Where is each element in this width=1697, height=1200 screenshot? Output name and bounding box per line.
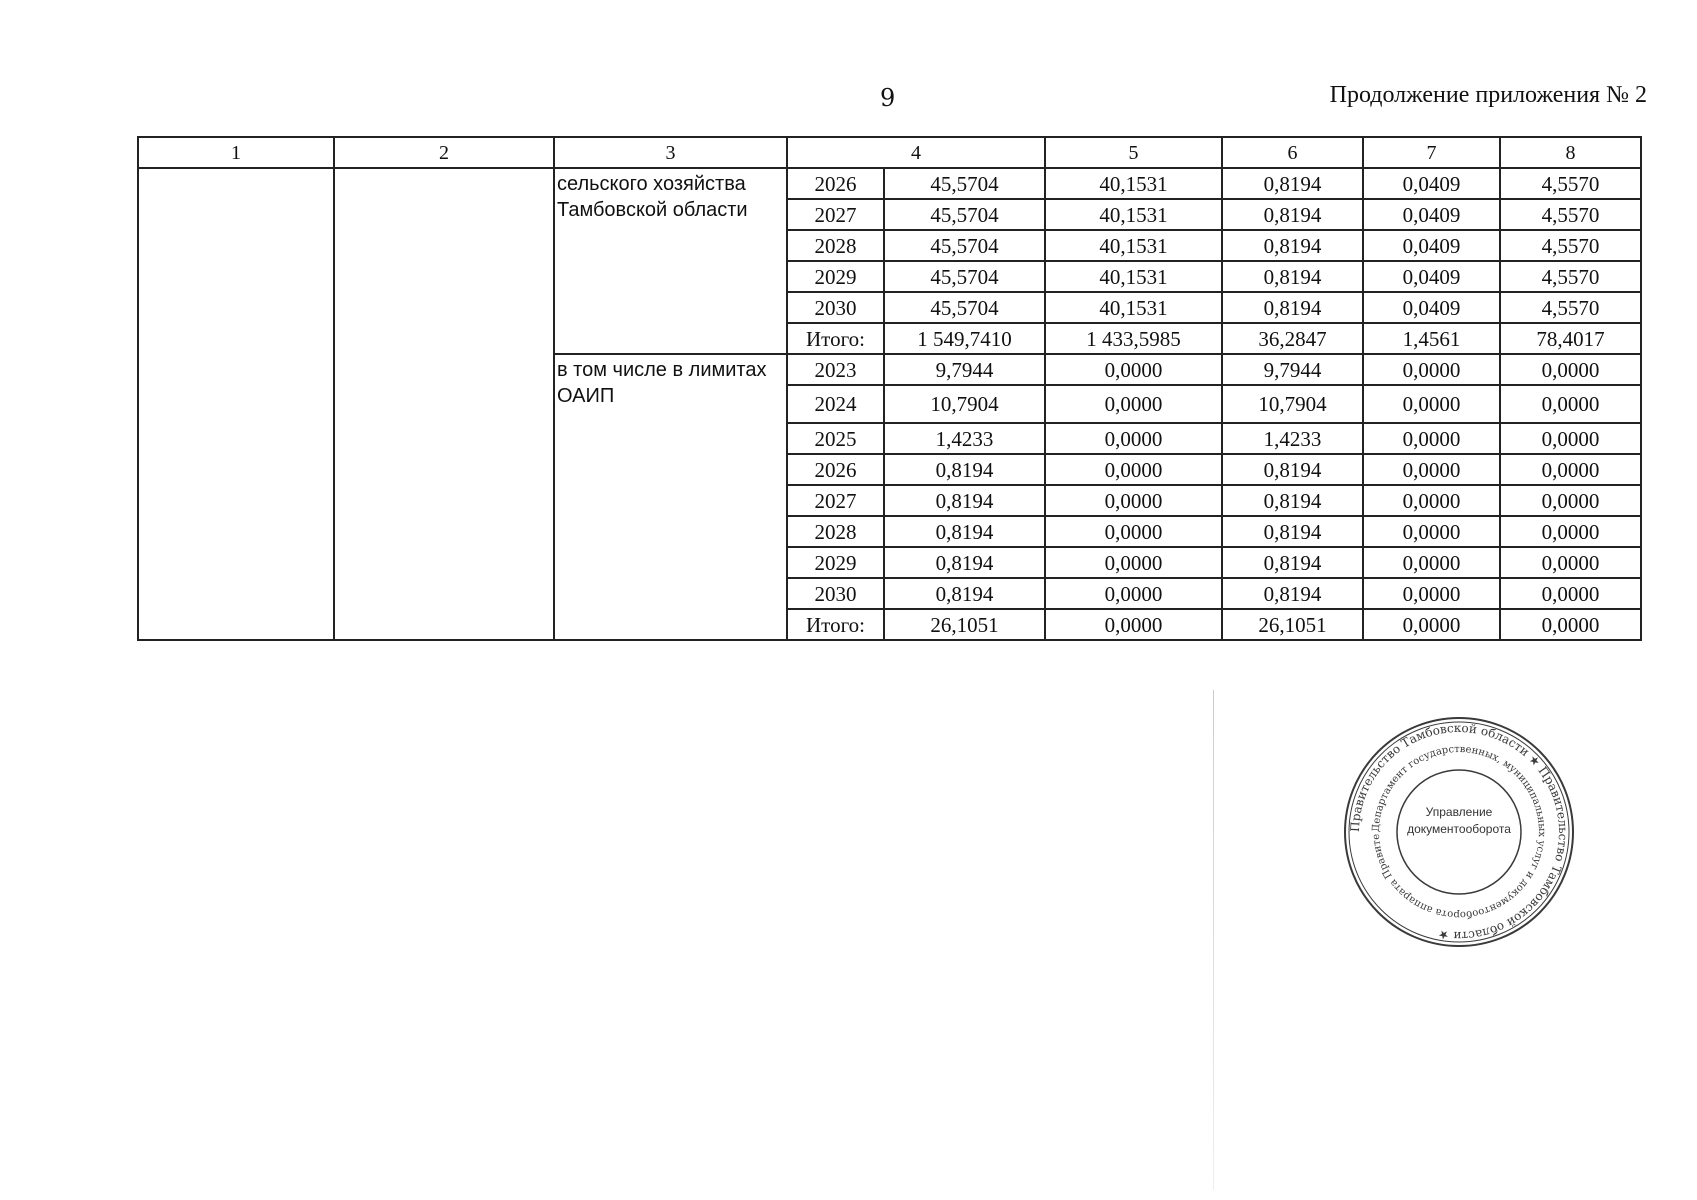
value-cell-c6: 9,7944 (1222, 354, 1363, 385)
year-cell: 2024 (787, 385, 884, 423)
value-cell-c5: 0,0000 (1045, 485, 1222, 516)
value-cell-c5: 40,1531 (1045, 199, 1222, 230)
value-cell-c8: 0,0000 (1500, 516, 1641, 547)
col-header-1: 1 (138, 137, 334, 168)
value-cell-c7: 0,0000 (1363, 578, 1500, 609)
col-header-6: 6 (1222, 137, 1363, 168)
value-cell-c4: 0,8194 (884, 485, 1045, 516)
total-label-cell: Итого: (787, 323, 884, 354)
table-row (138, 168, 1641, 199)
value-cell-c8: 0,0000 (1500, 578, 1641, 609)
scan-artifact-line (1213, 690, 1214, 1190)
stamp-outer-text: Правительство Тамбовской области ★ Правительство Тамбовской области ★ (1347, 720, 1571, 944)
col-header-7: 7 (1363, 137, 1500, 168)
value-cell-c4: 26,1051 (884, 609, 1045, 640)
value-cell-c4: 0,8194 (884, 516, 1045, 547)
appendix-continuation-title: Продолжение приложения № 2 (1329, 82, 1647, 108)
value-cell-c6: 1,4233 (1222, 423, 1363, 454)
value-cell-c6: 0,8194 (1222, 485, 1363, 516)
value-cell-c4: 0,8194 (884, 547, 1045, 578)
value-cell-c4: 0,8194 (884, 578, 1045, 609)
value-cell-c6: 0,8194 (1222, 516, 1363, 547)
year-cell: 2028 (787, 516, 884, 547)
header-row (138, 137, 1641, 168)
value-cell-c6: 0,8194 (1222, 578, 1363, 609)
value-cell-c4: 45,5704 (884, 261, 1045, 292)
value-cell-c8: 4,5570 (1500, 199, 1641, 230)
year-cell: 2023 (787, 354, 884, 385)
year-cell: 2027 (787, 485, 884, 516)
stamp-center-text (1401, 804, 1517, 838)
value-cell-c7: 0,0000 (1363, 485, 1500, 516)
value-cell-c5: 40,1531 (1045, 168, 1222, 199)
value-cell-c5: 1 433,5985 (1045, 323, 1222, 354)
year-cell: 2026 (787, 168, 884, 199)
value-cell-c6: 10,7904 (1222, 385, 1363, 423)
budget-table (137, 136, 1642, 641)
year-cell: 2029 (787, 547, 884, 578)
stamp-center-line2: документооборота (1407, 822, 1511, 836)
value-cell-c5: 0,0000 (1045, 454, 1222, 485)
value-cell-c7: 0,0409 (1363, 168, 1500, 199)
year-cell: 2026 (787, 454, 884, 485)
value-cell-c4: 10,7904 (884, 385, 1045, 423)
value-cell-c7: 0,0409 (1363, 261, 1500, 292)
value-cell-c6: 0,8194 (1222, 547, 1363, 578)
value-cell-c5: 0,0000 (1045, 423, 1222, 454)
col-header-3: 3 (554, 137, 787, 168)
stamp-inner-text: Департамент государственных, муниципальных услуг и документооборота аппарата Правите (1370, 743, 1548, 921)
value-cell-c7: 0,0000 (1363, 609, 1500, 640)
value-cell-c4: 45,5704 (884, 292, 1045, 323)
col-header-5: 5 (1045, 137, 1222, 168)
value-cell-c5: 0,0000 (1045, 516, 1222, 547)
value-cell-c6: 0,8194 (1222, 454, 1363, 485)
value-cell-c6: 0,8194 (1222, 292, 1363, 323)
value-cell-c4: 1 549,7410 (884, 323, 1045, 354)
value-cell-c5: 40,1531 (1045, 230, 1222, 261)
value-cell-c8: 4,5570 (1500, 230, 1641, 261)
value-cell-c7: 0,0409 (1363, 230, 1500, 261)
value-cell-c7: 0,0409 (1363, 292, 1500, 323)
value-cell-c8: 4,5570 (1500, 292, 1641, 323)
value-cell-c8: 78,4017 (1500, 323, 1641, 354)
value-cell-c4: 0,8194 (884, 454, 1045, 485)
value-cell-c4: 45,5704 (884, 230, 1045, 261)
value-cell-c4: 9,7944 (884, 354, 1045, 385)
year-cell: 2025 (787, 423, 884, 454)
col-header-2: 2 (334, 137, 554, 168)
value-cell-c7: 0,0409 (1363, 199, 1500, 230)
value-cell-c5: 0,0000 (1045, 578, 1222, 609)
value-cell-c8: 0,0000 (1500, 547, 1641, 578)
value-cell-c4: 45,5704 (884, 168, 1045, 199)
value-cell-c6: 26,1051 (1222, 609, 1363, 640)
value-cell-c8: 0,0000 (1500, 385, 1641, 423)
value-cell-c6: 0,8194 (1222, 199, 1363, 230)
stamp-center-line1: Управление (1425, 805, 1493, 819)
year-cell: 2030 (787, 292, 884, 323)
value-cell-c8: 0,0000 (1500, 354, 1641, 385)
group-label: в том числе в лимитах ОАИП (554, 354, 787, 640)
value-cell-c7: 0,0000 (1363, 385, 1500, 423)
value-cell-c6: 0,8194 (1222, 261, 1363, 292)
year-cell: 2029 (787, 261, 884, 292)
total-label-cell: Итого: (787, 609, 884, 640)
group-label: сельского хозяйства Тамбовской области (554, 168, 787, 354)
value-cell-c5: 40,1531 (1045, 292, 1222, 323)
value-cell-c8: 4,5570 (1500, 168, 1641, 199)
col1-cell (138, 168, 334, 640)
value-cell-c6: 36,2847 (1222, 323, 1363, 354)
value-cell-c7: 0,0000 (1363, 354, 1500, 385)
value-cell-c7: 0,0000 (1363, 516, 1500, 547)
value-cell-c4: 1,4233 (884, 423, 1045, 454)
value-cell-c8: 0,0000 (1500, 423, 1641, 454)
value-cell-c6: 0,8194 (1222, 230, 1363, 261)
value-cell-c8: 0,0000 (1500, 454, 1641, 485)
value-cell-c7: 1,4561 (1363, 323, 1500, 354)
year-cell: 2027 (787, 199, 884, 230)
col2-cell (334, 168, 554, 640)
value-cell-c7: 0,0000 (1363, 423, 1500, 454)
value-cell-c8: 0,0000 (1500, 609, 1641, 640)
value-cell-c5: 0,0000 (1045, 385, 1222, 423)
year-cell: 2030 (787, 578, 884, 609)
value-cell-c6: 0,8194 (1222, 168, 1363, 199)
value-cell-c4: 45,5704 (884, 199, 1045, 230)
value-cell-c5: 0,0000 (1045, 354, 1222, 385)
value-cell-c7: 0,0000 (1363, 454, 1500, 485)
value-cell-c8: 4,5570 (1500, 261, 1641, 292)
col-header-4: 4 (787, 137, 1045, 168)
year-cell: 2028 (787, 230, 884, 261)
value-cell-c5: 40,1531 (1045, 261, 1222, 292)
page-number: 9 (880, 84, 896, 112)
value-cell-c7: 0,0000 (1363, 547, 1500, 578)
value-cell-c5: 0,0000 (1045, 547, 1222, 578)
value-cell-c8: 0,0000 (1500, 485, 1641, 516)
col-header-8: 8 (1500, 137, 1641, 168)
value-cell-c5: 0,0000 (1045, 609, 1222, 640)
official-stamp (1341, 714, 1577, 950)
